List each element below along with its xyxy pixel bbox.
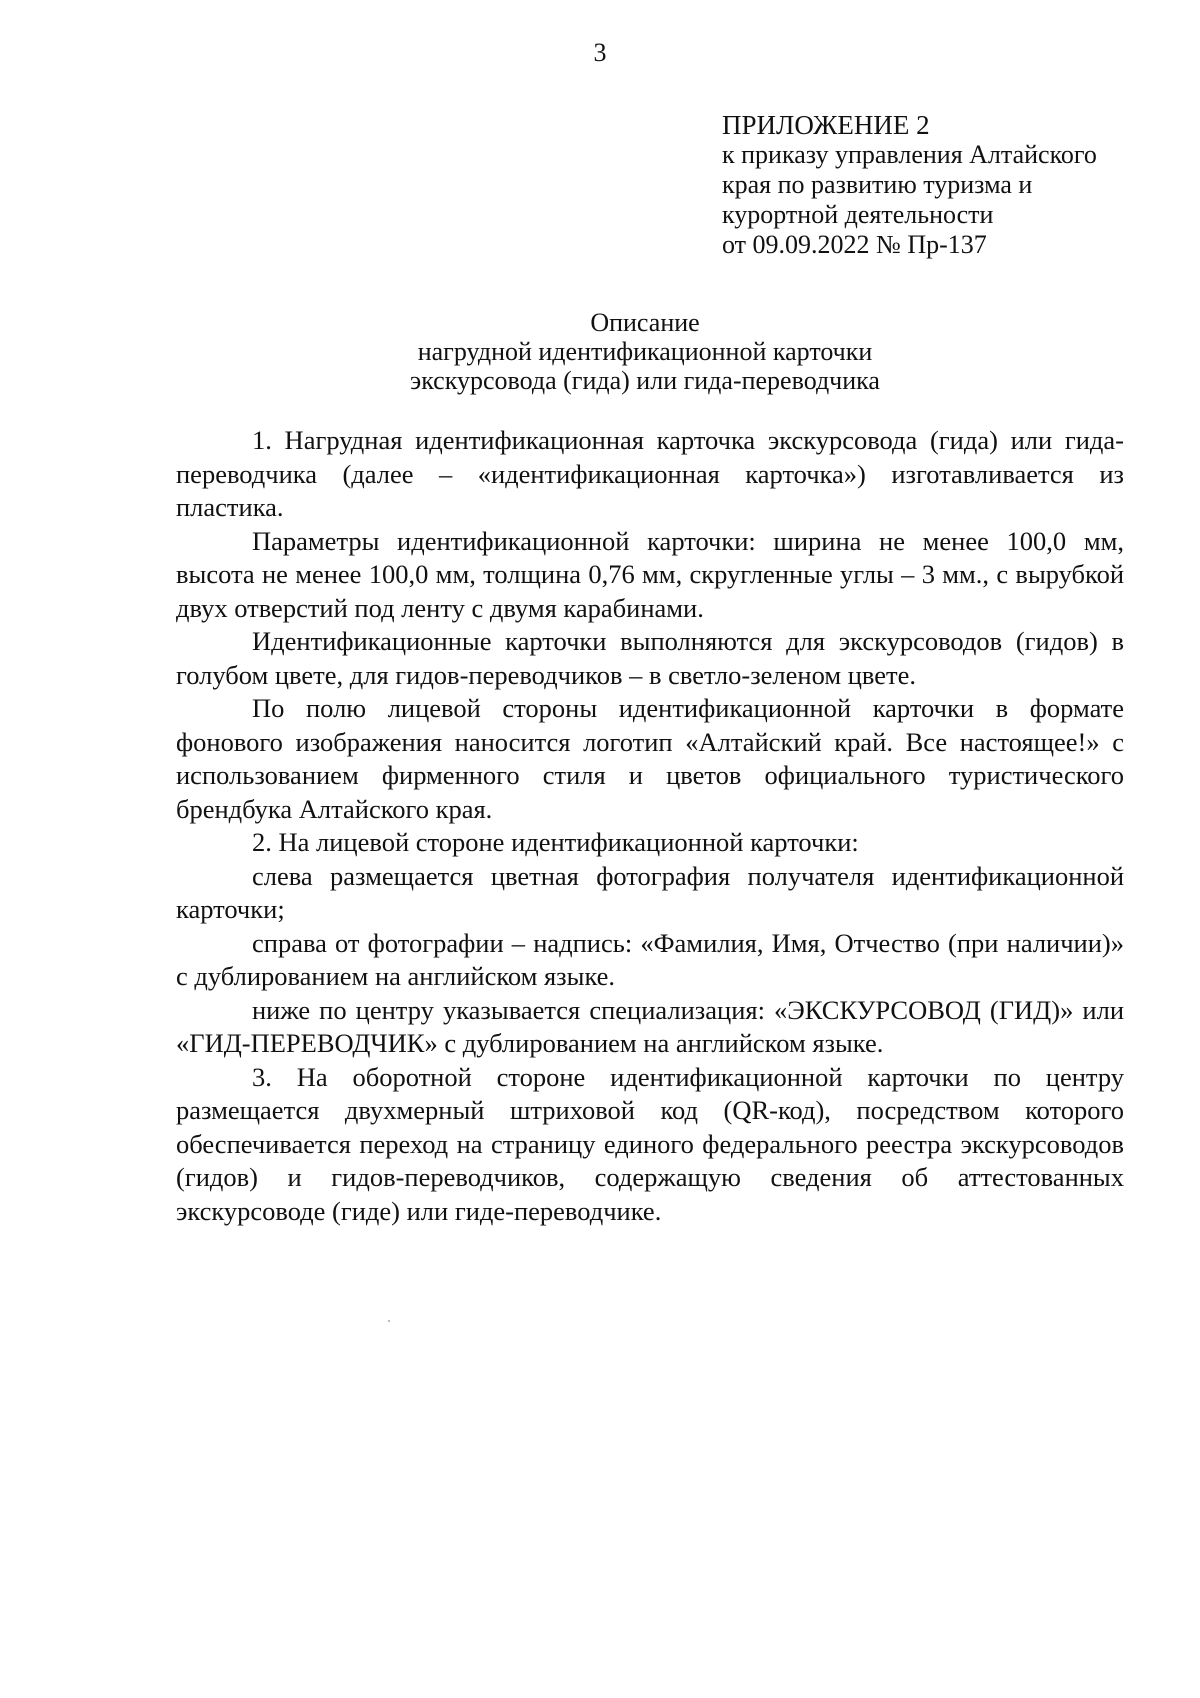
scan-speck — [388, 1320, 390, 1322]
appendix-line: от 09.09.2022 № Пр-137 — [722, 230, 987, 259]
page-number: 3 — [593, 38, 607, 67]
appendix-line: к приказу управления Алтайского — [722, 140, 1097, 169]
paragraph: 3. На оборотной стороне идентификационной карточки по центру размещается двухмерный штриховой код (QR-код), посредством которого обеспечивается переход на страницу единого федерального реестра экскурсоводов (гидов) и гидов-переводчиков, содержащую сведения об аттестованных экскурсоводе (гиде) или гиде-переводчике. — [176, 1061, 1124, 1226]
appendix-line: края по развитию туризма и — [722, 170, 1033, 199]
document-body — [176, 424, 1124, 1228]
paragraph: Идентификационные карточки выполняются для экскурсоводов (гидов) в голубом цвете, для гидов-переводчиков – в светло-зеленом цвете. — [176, 626, 1124, 690]
paragraph: 2. На лицевой стороне идентификационной карточки: — [252, 827, 859, 857]
paragraph: ниже по центру указывается специализация: «ЭКСКУРСОВОД (ГИД)» или «ГИД-ПЕРЕВОДЧИК» с дублированием на английском языке. — [176, 994, 1124, 1058]
appendix-line: курортной деятельности — [722, 200, 994, 229]
paragraph: 1. Нагрудная идентификационная карточка экскурсовода (гида) или гида-переводчика (далее – «идентификационная карточка») изготавливается из пластика. — [176, 425, 1124, 522]
heading-line: экскурсовода (гида) или гида-переводчика — [410, 366, 880, 395]
paragraph: Параметры идентификационной карточки: ширина не менее 100,0 мм, высота не менее 100,0 мм, толщина 0,76 мм, скругленные углы – 3 мм., с вырубкой двух отверстий под ленту с двумя карабинами. — [176, 525, 1124, 623]
document-heading — [0, 308, 1200, 395]
heading-title: Описание — [590, 308, 700, 337]
heading-line: нагрудной идентификационной карточки — [417, 337, 873, 366]
paragraph: По полю лицевой стороны идентификационной карточки в формате фонового изображения наносится логотип «Алтайский край. Все настоящее!» с использованием фирменного стиля и цветов официального туристического брендбука Алтайского края. — [176, 693, 1124, 824]
appendix-block — [722, 110, 1097, 260]
paragraph: справа от фотографии – надпись: «Фамилия, Имя, Отчество (при наличии)» с дублированием на английском языке. — [176, 927, 1124, 991]
appendix-title: ПРИЛОЖЕНИЕ 2 — [722, 110, 930, 140]
paragraph: слева размещается цветная фотография получателя идентификационной карточки; — [176, 860, 1124, 924]
